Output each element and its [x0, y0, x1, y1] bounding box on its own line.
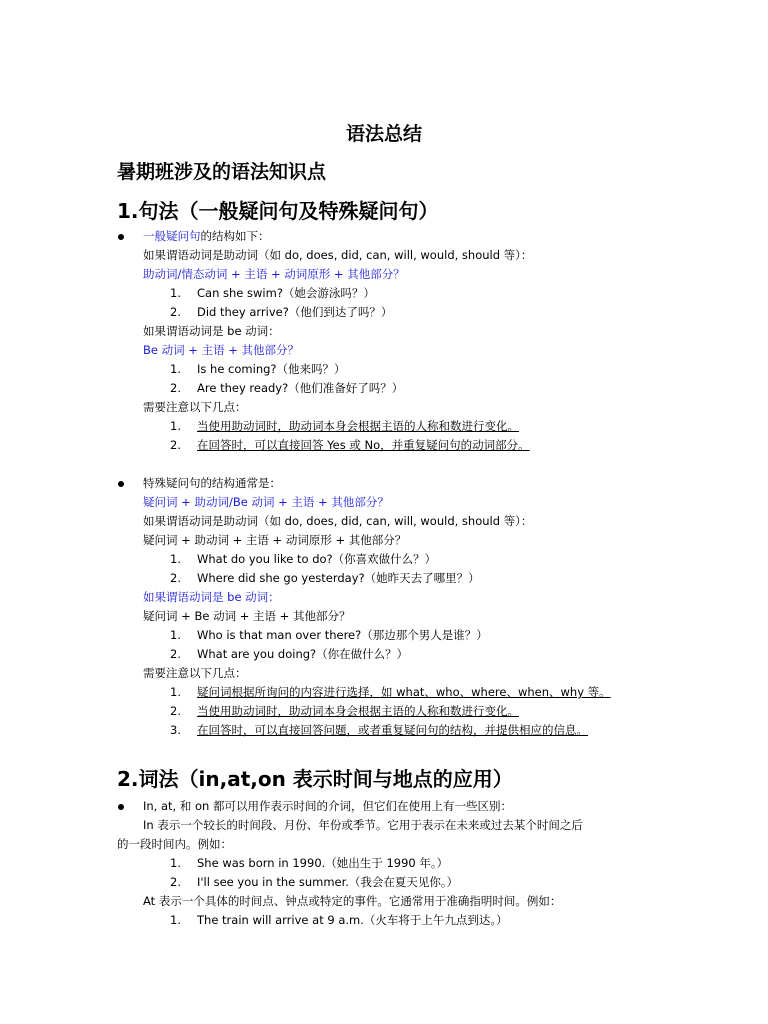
list-item: She was born in 1990.（她出生于 1990 年。）: [197, 856, 449, 870]
special-question-lead: 特殊疑问句的结构通常是：: [143, 476, 281, 490]
list-item: Did they arrive?（他们到达了吗？）: [197, 305, 393, 319]
note-item: 当使用助动词时，助动词本身会根据主语的人称和数进行变化。: [197, 704, 519, 718]
in-explanation-line2: 的一段时间内。例如：: [117, 837, 232, 851]
list-number: 2.: [170, 571, 181, 585]
list-item: The train will arrive at 9 a.m.（火车将于上午九点到达。）: [197, 913, 508, 927]
list-number: 1.: [170, 552, 181, 566]
general-aux-formula: 助动词/情态动词 + 主语 + 动词原形 + 其他部分？: [143, 267, 405, 281]
list-item: What do you like to do?（你喜欢做什么？）: [197, 552, 437, 566]
list-number: 1.: [170, 856, 181, 870]
general-question-lead: [143, 228, 270, 244]
general-question-term: 一般疑问句: [143, 229, 201, 243]
list-number: 2.: [170, 647, 181, 661]
bullet-icon: [118, 481, 124, 487]
bullet-icon: [118, 234, 124, 240]
in-explanation-line1: In 表示一个较长的时间段、月份、年份或季节。它用于表示在未来或过去某个时间之后: [143, 818, 583, 832]
note-item: 在回答时，可以直接回答 Yes 或 No，并重复疑问句的动词部分。: [197, 438, 530, 452]
list-number: 2.: [170, 305, 181, 319]
special-note-label: 需要注意以下几点：: [143, 666, 247, 680]
note-item: 疑问词根据所询问的内容进行选择，如 what、who、where、when、why 等。: [197, 685, 611, 699]
general-aux-line: 如果谓语动词是助动词（如 do, does, did, can, will, would, should 等）：: [143, 248, 533, 262]
special-formula: 疑问词 + 助动词/Be 动词 + 主语 + 其他部分？: [143, 495, 389, 509]
page-title: 语法总结: [345, 123, 422, 145]
list-item: Can she swim?（她会游泳吗？）: [197, 286, 375, 300]
list-item: Is he coming?（他来吗？）: [197, 362, 346, 376]
list-number: 1.: [170, 362, 181, 376]
special-be-line: 如果谓语动词是 be 动词：: [143, 590, 280, 604]
list-number: 2.: [170, 704, 181, 718]
general-be-formula: Be 动词 + 主语 + 其他部分？: [143, 343, 300, 357]
list-number: 3.: [170, 723, 181, 737]
list-number: 1.: [170, 286, 181, 300]
list-item: What are you doing?（你在做什么？）: [197, 647, 409, 661]
list-number: 2.: [170, 381, 181, 395]
at-explanation: At 表示一个具体的时间点、钟点或特定的事件。它通常用于准确指明时间。例如：: [143, 894, 562, 908]
section1-heading: 1.句法（一般疑问句及特殊疑问句）: [117, 199, 439, 223]
bullet-icon: [118, 804, 124, 810]
list-item: Who is that man over there?（那边那个男人是谁？）: [197, 628, 488, 642]
general-question-lead-rest: 的结构如下：: [200, 229, 270, 243]
special-aux-formula: 疑问词 + 助动词 + 主语 + 动词原形 + 其他部分？: [143, 533, 407, 547]
list-item: Where did she go yesterday?（她昨天去了哪里？）: [197, 571, 480, 585]
list-item: Are they ready?（他们准备好了吗？）: [197, 381, 404, 395]
list-number: 1.: [170, 628, 181, 642]
note-item: 当使用助动词时，助动词本身会根据主语的人称和数进行变化。: [197, 419, 519, 433]
section2-lead: In, at, 和 on 都可以用作表示时间的介词，但它们在使用上有一些区别：: [143, 799, 512, 813]
subtitle-heading: 暑期班涉及的语法知识点: [117, 161, 327, 183]
list-number: 1.: [170, 913, 181, 927]
section2-heading: 2.词法（in,at,on 表示时间与地点的应用）: [117, 767, 513, 791]
general-be-line: 如果谓语动词是 be 动词：: [143, 324, 280, 338]
list-number: 1.: [170, 419, 181, 433]
general-note-label: 需要注意以下几点：: [143, 400, 247, 414]
list-number: 2.: [170, 875, 181, 889]
list-item: I'll see you in the summer.（我会在夏天见你。）: [197, 875, 459, 889]
special-be-formula: 疑问词 + Be 动词 + 主语 + 其他部分？: [143, 609, 351, 623]
list-number: 1.: [170, 685, 181, 699]
note-item: 在回答时，可以直接回答问题，或者重复疑问句的结构，并提供相应的信息。: [197, 723, 588, 737]
list-number: 2.: [170, 438, 181, 452]
special-aux-line: 如果谓语动词是助动词（如 do, does, did, can, will, would, should 等）：: [143, 514, 533, 528]
